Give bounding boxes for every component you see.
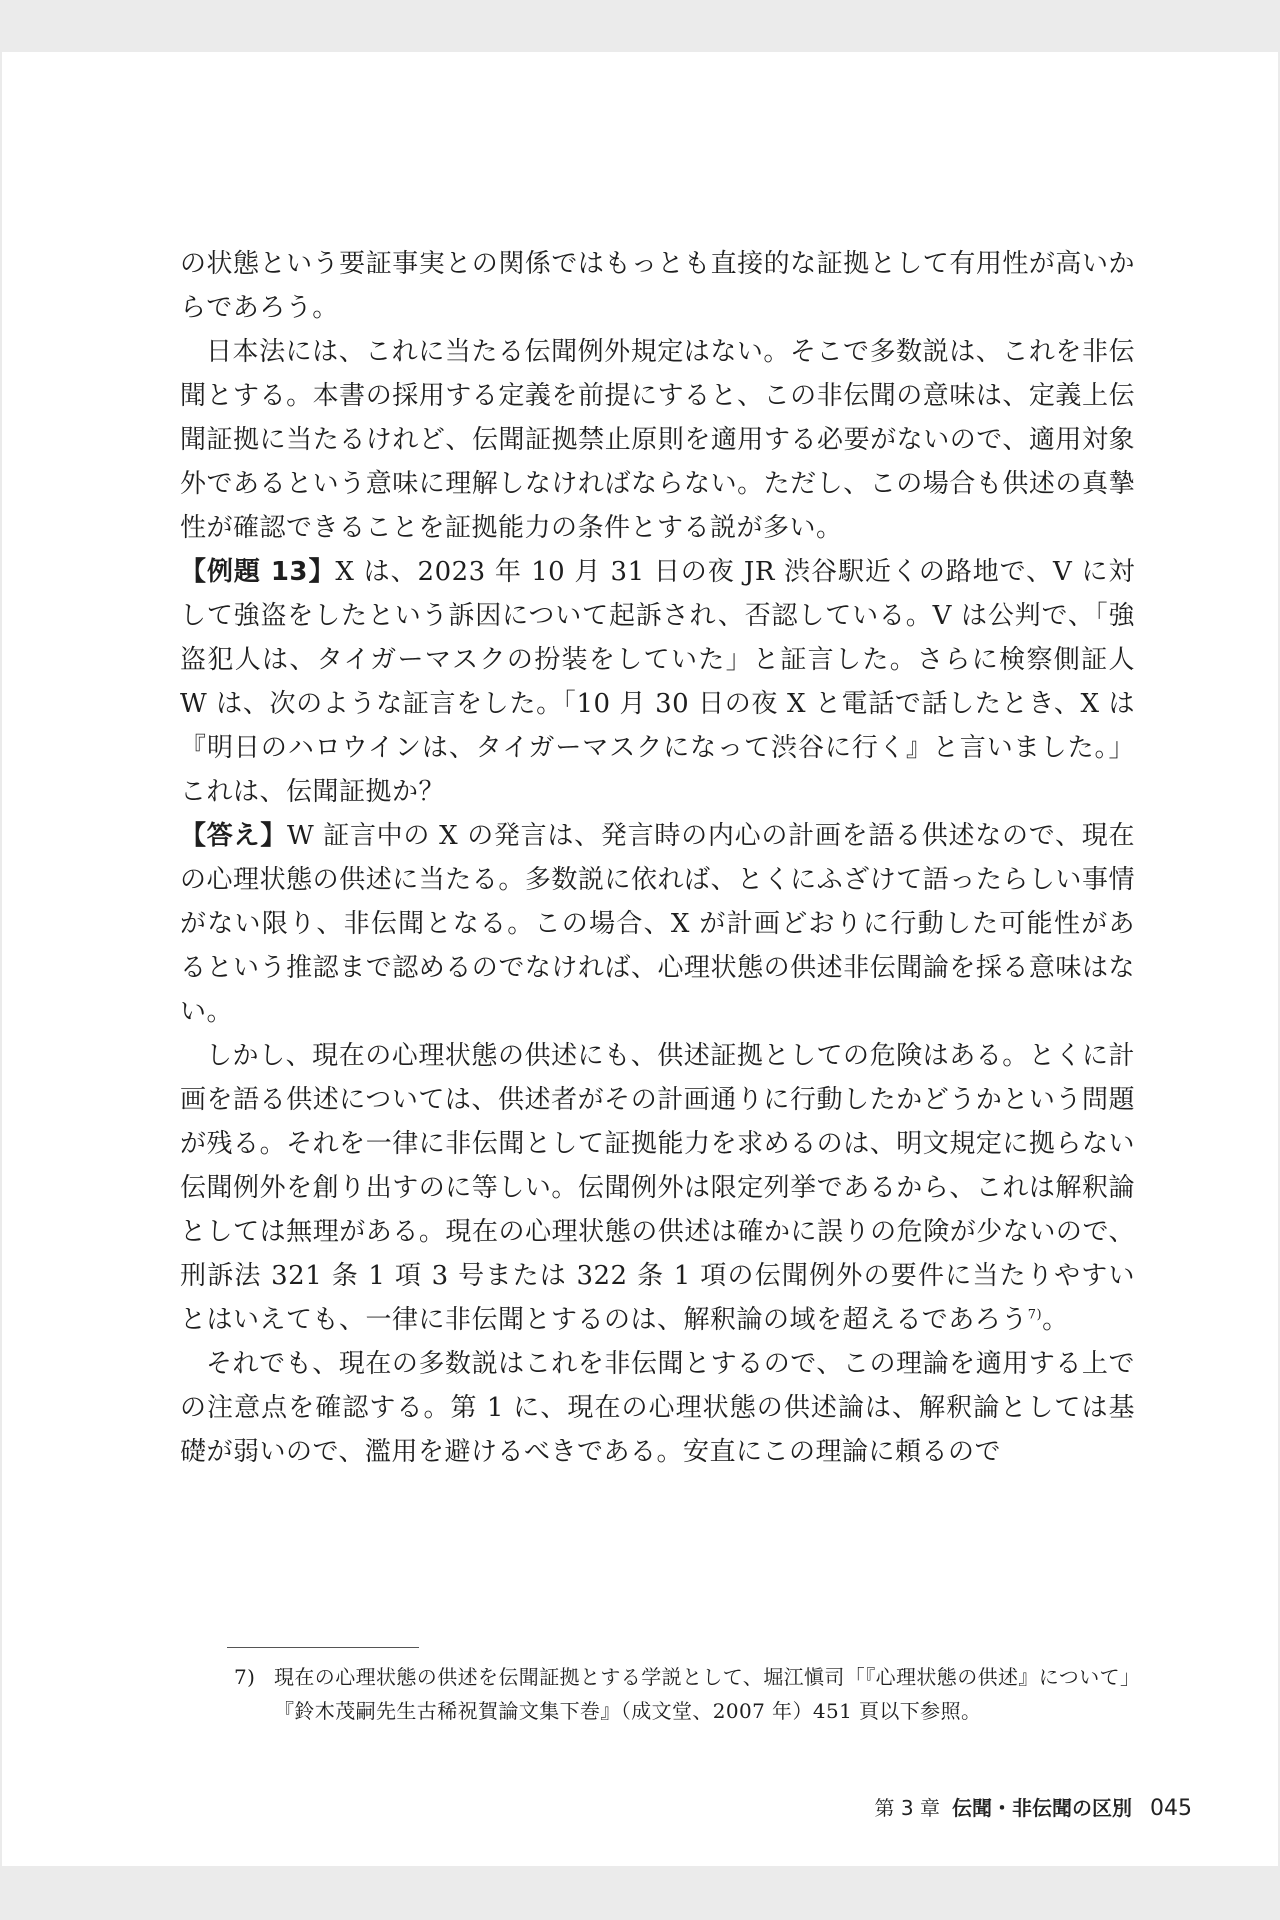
- footnote-reference: 7): [1027, 1307, 1043, 1323]
- example-text: X は、2023 年 10 月 31 日の夜 JR 渋谷駅近くの路地で、V に対して強盗をしたという訴因について起訴され、否認している。V は公判で、「強盗犯人は、タイガーマスクの扮装をしていた」と証言した。さらに検察側証人 W は、次のような証言をした。「10 月 30 日の夜 X と電話で話したとき、X は『明日のハロウインは、タイガーマスクになって渋谷に行く』と言いました。」これは、伝聞証拠か？: [180, 557, 1135, 807]
- running-footer: [875, 1792, 1192, 1821]
- paragraph-text-end: 。: [1042, 1305, 1069, 1335]
- paragraph-text: しかし、現在の心理状態の供述にも、供述証拠としての危険はある。とくに計画を語る供述については、供述者がその計画通りに行動したかどうかという問題が残る。それを一律に非伝聞として証拠能力を求めるのは、明文規定に拠らない伝聞例外を創り出すのに等しい。伝聞例外は限定列挙であるから、これは解釈論としては無理がある。現在の心理状態の供述は確かに誤りの危険が少ないので、刑訴法 321 条 1 項 3 号または 322 条 1 項の伝聞例外の要件に当たりやすいとはいえても、一律に非伝聞とするのは、解釈論の域を超えるであろう: [180, 1041, 1135, 1335]
- paragraph-with-footnote: [180, 1034, 1135, 1342]
- page-number: 045: [1150, 1796, 1192, 1821]
- answer-text: W 証言中の X の発言は、発言時の内心の計画を語る供述なので、現在の心理状態の供述に当たる。多数説に依れば、とくにふざけて語ったらしい事情がない限り、非伝聞となる。この場合、X が計画どおりに行動した可能性があるという推認まで認めるのでなければ、心理状態の供述非伝聞論を採る意味はない。: [180, 821, 1135, 1027]
- chapter-title: 伝聞・非伝聞の区別: [952, 1796, 1132, 1820]
- answer-block: [180, 814, 1135, 1034]
- example-label: 【例題 13】: [180, 557, 336, 587]
- paragraph: の状態という要証事実との関係ではもっとも直接的な証拠として有用性が高いからであろう。: [180, 249, 1135, 323]
- footnote-text: 現在の心理状態の供述を伝聞証拠とする学説として、堀江愼司「『心理状態の供述』について」『鈴木茂嗣先生古稀祝賀論文集下巻』（成文堂、2007 年）451 頁以下参照。: [274, 1665, 1131, 1723]
- footnote: [234, 1660, 1134, 1728]
- chapter-label: 第 3 章: [874, 1796, 940, 1820]
- answer-label: 【答え】: [180, 821, 287, 851]
- paragraph: 日本法には、これに当たる伝聞例外規定はない。そこで多数説は、これを非伝聞とする。本書の採用する定義を前提にすると、この非伝聞の意味は、定義上伝聞証拠に当たるけれど、伝聞証拠禁止原則を適用する必要がないので、適用対象外であるという意味に理解しなければならない。ただし、この場合も供述の真摯性が確認できることを証拠能力の条件とする説が多い。: [180, 337, 1135, 543]
- footnote-divider: [227, 1647, 419, 1648]
- book-page: [2, 52, 1278, 1866]
- example-block: [180, 550, 1135, 814]
- body-text: [180, 242, 1135, 1474]
- footnote-number: 7): [234, 1665, 256, 1689]
- paragraph: それでも、現在の多数説はこれを非伝聞とするので、この理論を適用する上での注意点を確認する。第 1 に、現在の心理状態の供述論は、解釈論としては基礎が弱いので、濫用を避けるべきである。安直にこの理論に頼るので: [180, 1349, 1135, 1467]
